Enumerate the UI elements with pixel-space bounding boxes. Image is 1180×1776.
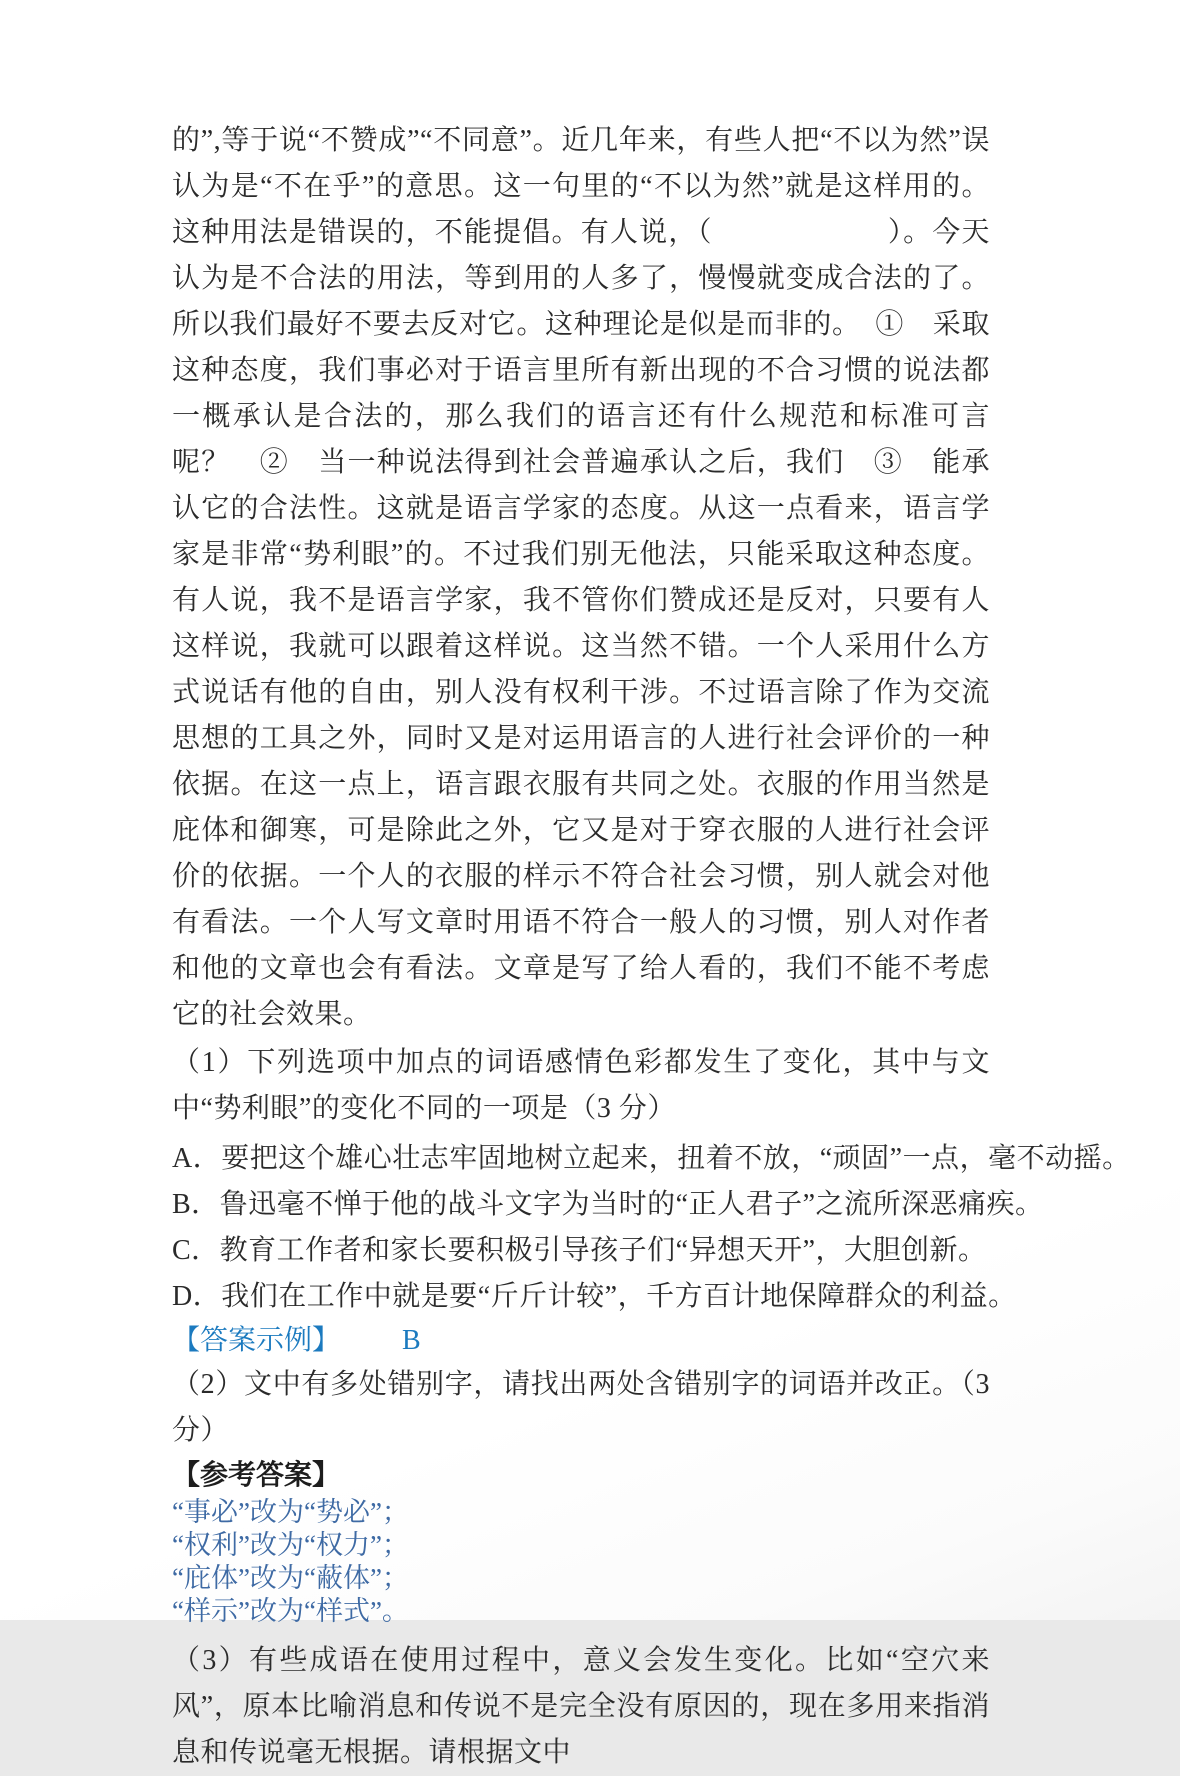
answer-example-label: 【答案示例】: [172, 1325, 341, 1356]
reference-answer-item: “事必”改为“势必”；: [172, 1497, 409, 1527]
option-c: C．教育工作者和家长要积极引导孩子们“异想天开”，大胆创新。: [172, 1235, 987, 1266]
question-1-text: （1）下列选项中加点的词语感情色彩都发生了变化，其中与文中“势利眼”的变化不同的一项是（3 分）: [172, 1047, 990, 1124]
document-content: [172, 118, 1131, 1776]
reference-answer-item: “权利”改为“权力”；: [172, 1530, 409, 1560]
question-3-text: （3）有些成语在使用过程中，意义会发生变化。比如“空穴来风”，原本比喻消息和传说不是完全没有原因的，现在多用来指消息和传说毫无根据。请根据文中: [172, 1645, 990, 1768]
option-d: D．我们在工作中就是要“斤斤计较”，千方百计地保障群众的利益。: [172, 1281, 1017, 1312]
reference-answer-label: 【参考答案】: [172, 1460, 341, 1491]
reference-answer-item: “样示”改为“样式”。: [172, 1596, 409, 1626]
option-a: A．要把这个雄心壮志牢固地树立起来，扭着不放，“顽固”一点，毫不动摇。: [172, 1143, 1131, 1174]
answer-example-value: B: [402, 1325, 421, 1356]
answer-example-line: [172, 1320, 990, 1362]
reference-answer-list: [172, 1496, 990, 1628]
option-b: B．鲁迅毫不惮于他的战斗文字为当时的“正人君子”之流所深恶痛疾。: [172, 1189, 1044, 1220]
question-1-options: [172, 1136, 1131, 1320]
passage-text: 的”,等于说“不赞成”“不同意”。近几年来，有些人把“不以为然”误认为是“不在乎”的意思。这一句里的“不以为然”就是这样用的。这种用法是错误的，不能提倡。有人说，（ ）。今天认为是不合法的用法，等到用的人多了，慢慢就变成合法的了。所以我们最好不要去反对它。这种理论是似是而非的。 ① 采取这种态度，我们事必对于语言里所有新出现的不合习惯的说法都一概承认是合法的，那么我们的语言还有什么规范和标准可言呢？ ② 当一种说法得到社会普遍承认之后，我们 ③ 能承认它的合法性。这就是语言学家的态度。从这一点看来，语言学家是非常“势利眼”的。不过我们别无他法，只能采取这种态度。有人说，我不是语言学家，我不管你们赞成还是反对，只要有人这样说，我就可以跟着这样说。这当然不错。一个人采用什么方式说话有他的自由，别人没有权利干涉。不过语言除了作为交流思想的工具之外，同时又是对运用语言的人进行社会评价的一种依据。在这一点上，语言跟衣服有共同之处。衣服的作用当然是庇体和御寒，可是除此之外，它又是对于穿衣服的人进行社会评价的依据。一个人的衣服的样示不符合社会习惯，别人就会对他有看法。一个人写文章时用语不符合一般人的习惯，别人对作者和他的文章也会有看法。文章是写了给人看的，我们不能不考虑它的社会效果。: [172, 125, 990, 1030]
reference-answer-item: “庇体”改为“蔽体”；: [172, 1563, 409, 1593]
question-2-text: （2）文中有多处错别字，请找出两处含错别字的词语并改正。（3 分）: [172, 1369, 990, 1446]
